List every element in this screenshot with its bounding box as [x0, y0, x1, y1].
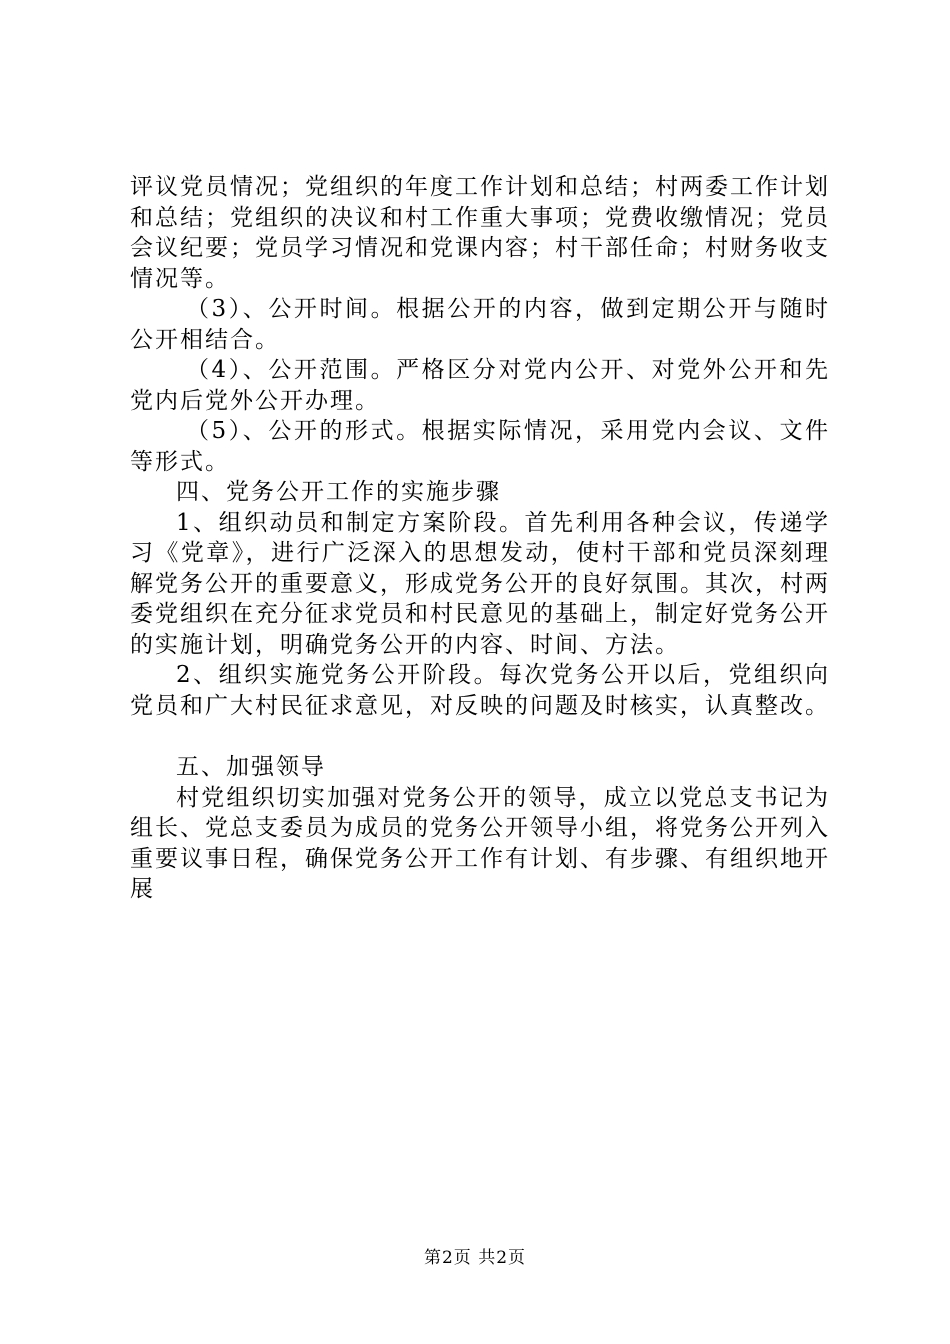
page-footer: 第2页 共2页	[423, 1248, 527, 1268]
section-heading-implementation-steps: 四、党务公开工作的实施步骤	[176, 479, 501, 505]
document-body	[130, 172, 830, 905]
paragraph-spacer	[130, 721, 830, 752]
paragraph-disclosure-scope: （4）、公开范围。严格区分对党内公开、对党外公开和先党内后党外公开办理。	[130, 357, 830, 414]
section-heading-leadership: 五、加强领导	[176, 754, 326, 780]
paragraph-review-items: 评议党员情况；党组织的年度工作计划和总结；村两委工作计划和总结；党组织的决议和村工作重大事项；党费收缴情况；党员会议纪要；党员学习情况和党课内容；村干部任命；村财务收支情况等。	[130, 174, 830, 292]
paragraph-step-mobilization: 1、组织动员和制定方案阶段。首先利用各种会议，传递学习《党章》，进行广泛深入的思想发动，使村干部和党员深刻理解党务公开的重要意义，形成党务公开的良好氛围。其次，村两委党组织在充分征求党员和村民意见的基础上，制定好党务公开的实施计划，明确党务公开的内容、时间、方法。	[130, 509, 830, 658]
paragraph-disclosure-time: （3）、公开时间。根据公开的内容，做到定期公开与随时公开相结合。	[130, 296, 830, 353]
paragraph-step-implementation: 2、组织实施党务公开阶段。每次党务公开以后，党组织向党员和广大村民征求意见，对反映的问题及时核实，认真整改。	[130, 662, 830, 719]
paragraph-leadership: 村党组织切实加强对党务公开的领导，成立以党总支书记为组长、党总支委员为成员的党务公开领导小组，将党务公开列入重要议事日程，确保党务公开工作有计划、有步骤、有组织地开展	[130, 784, 830, 902]
paragraph-disclosure-form: （5）、公开的形式。根据实际情况，采用党内会议、文件等形式。	[130, 418, 830, 475]
